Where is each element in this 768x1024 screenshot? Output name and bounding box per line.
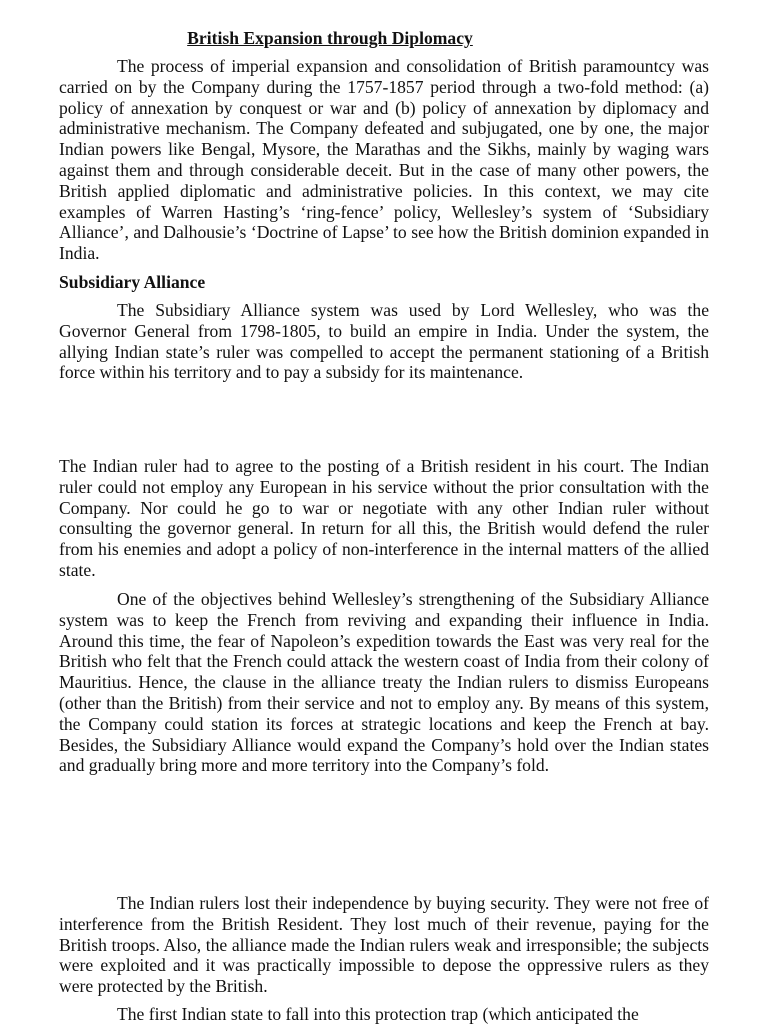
intro-paragraph: The process of imperial expansion and consolidation of British paramountcy was carried on by the Company during the 1757-1857 period through a two-fold method: (a) policy of annexation by conquest or war and (b) policy of annexation by diplomacy and administrative mechanism. The Company defeated and subjugated, one by one, the major Indian powers like Bengal, Mysore, the Marathas and the Sikhs, mainly by waging wars against them and through considerable deceit. But in the case of many other powers, the British applied diplomatic and administrative policies. In this context, we may cite examples of Warren Hasting’s ‘ring-fence’ policy, Wellesley’s system of ‘Subsidiary Alliance’, and Dalhousie’s ‘Doctrine of Lapse’ to see how the British dominion expanded in India. — [59, 56, 709, 264]
objectives-paragraph: One of the objectives behind Wellesley’s strengthening of the Subsidiary Alliance system was to keep the French from reviving and expanding their influence in India. Around this time, the fear of Napoleon’s expedition towards the East was very real for the British who felt that the French could attack the western coast of India from their colony of Mauritius. Hence, the clause in the alliance treaty the Indian rulers to dismiss Europeans (other than the British) from their service and not to employ any. By means of this system, the Company could station its forces at strategic locations and keep the French at bay. Besides, the Subsidiary Alliance would expand the Company’s hold over the Indian states and gradually bring more and more territory into the Company’s fold. — [59, 589, 709, 776]
page-title: British Expansion through Diplomacy — [187, 28, 473, 48]
consequences-paragraph: The Indian rulers lost their independence by buying security. They were not free of interference from the British Resident. They lost much of their revenue, paying for the British troops. Also, the alliance made the Indian rulers weak and irresponsible; the subjects were exploited and it was practically impossible to depose the oppressive rulers as they were protected by the British. — [59, 893, 709, 997]
section-heading-subsidiary-alliance: Subsidiary Alliance — [59, 272, 206, 292]
resident-paragraph: The Indian ruler had to agree to the posting of a British resident in his court. The Indian ruler could not employ any European in his service without the prior consultation with the Company. Nor could he go to war or negotiate with any other Indian ruler without consulting the governor general. In return for all this, the British would defend the ruler from his enemies and adopt a policy of non-interference in the internal matters of the allied state. — [59, 456, 709, 580]
subsidiary-alliance-paragraph: The Subsidiary Alliance system was used by Lord Wellesley, who was the Governor General from 1798-1805, to build an empire in India. Under the system, the allying Indian state’s ruler was compelled to accept the permanent stationing of a British force within his territory and to pay a subsidy for its maintenance. — [59, 300, 709, 383]
continuation-paragraph: The first Indian state to fall into this protection trap (which anticipated the — [117, 1004, 639, 1024]
